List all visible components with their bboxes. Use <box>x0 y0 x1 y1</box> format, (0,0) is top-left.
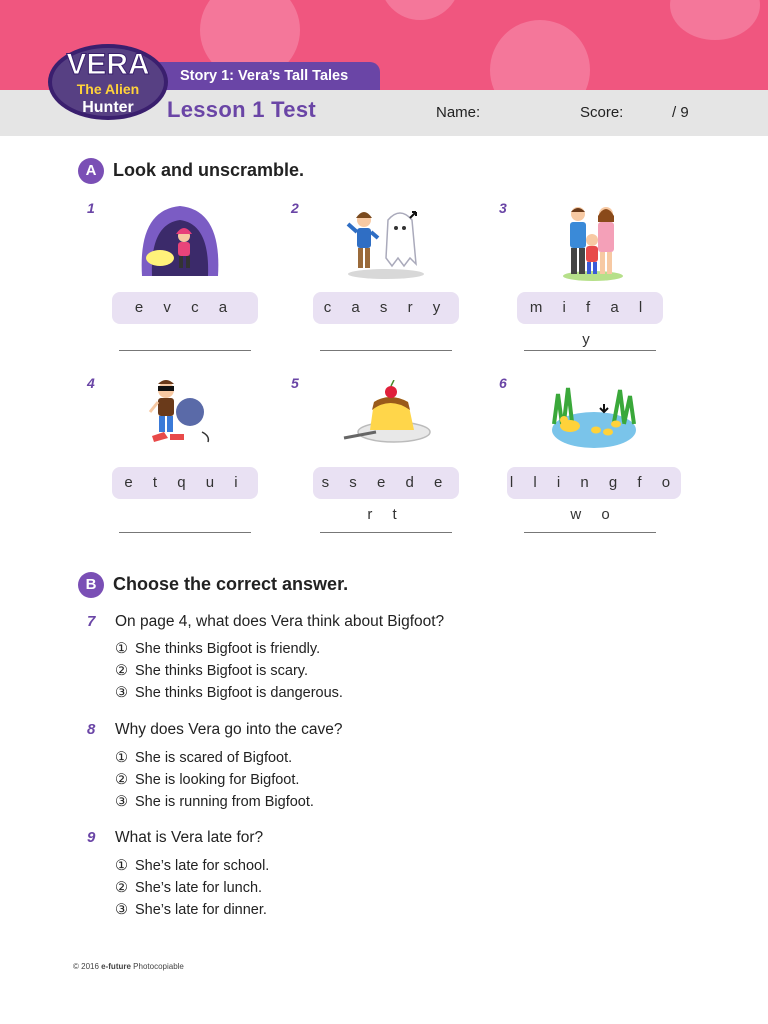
option-marker: ① <box>115 750 128 766</box>
question-number: 7 <box>87 613 96 630</box>
option-text: She’s late for dinner. <box>135 902 267 918</box>
scrambled-word: l l i n g f o w o <box>507 467 681 499</box>
answer-option[interactable] <box>115 663 308 679</box>
footer <box>73 962 184 971</box>
answer-blank[interactable] <box>524 350 656 351</box>
option-marker: ③ <box>115 685 128 701</box>
option-text: She is looking for Bigfoot. <box>135 772 300 788</box>
question-text: On page 4, what does Vera think about Bigfoot? <box>115 613 445 630</box>
logo-text: The Alien <box>76 81 140 97</box>
scrambled-word: e t q u i <box>112 467 258 499</box>
story-tab: Story 1: Vera’s Tall Tales <box>150 62 380 90</box>
footer-copyright: © 2016 <box>73 962 99 971</box>
footer-brand: e-future <box>101 962 131 971</box>
option-marker: ① <box>115 858 128 874</box>
answer-blank[interactable] <box>119 532 251 533</box>
logo-text: VERA <box>66 48 150 81</box>
section-b-badge: B <box>78 572 104 598</box>
name-label: Name: <box>436 104 481 121</box>
item-number: 3 <box>499 200 507 216</box>
option-marker: ① <box>115 641 128 657</box>
answer-option[interactable] <box>115 858 269 874</box>
score-label: Score: <box>580 104 624 121</box>
pudding-icon <box>342 380 432 450</box>
item-number: 6 <box>499 375 507 391</box>
option-text: She’s late for lunch. <box>135 880 263 896</box>
lesson-title: Lesson 1 Test <box>167 97 316 122</box>
item-number: 4 <box>87 375 95 391</box>
answer-blank[interactable] <box>320 350 452 351</box>
answer-option[interactable] <box>115 750 292 766</box>
scrambled-word: c a s r y <box>313 292 459 324</box>
option-text: She thinks Bigfoot is friendly. <box>135 641 321 657</box>
question-text: What is Vera late for? <box>115 829 264 846</box>
scrambled-word: e v c a <box>112 292 258 324</box>
logo-text: Hunter <box>82 99 134 116</box>
option-marker: ② <box>115 880 128 896</box>
answer-option[interactable] <box>115 880 262 896</box>
scrambled-word: s s e d e r t <box>313 467 459 499</box>
answer-option[interactable] <box>115 772 299 788</box>
vera-logo <box>44 34 172 130</box>
option-text: She thinks Bigfoot is dangerous. <box>135 685 343 701</box>
question-text: Why does Vera go into the cave? <box>115 721 343 738</box>
answer-option[interactable] <box>115 902 267 918</box>
section-b-title: Choose the correct answer. <box>113 574 349 594</box>
item-number: 5 <box>291 375 299 391</box>
option-text: She is running from Bigfoot. <box>135 794 314 810</box>
option-marker: ③ <box>115 902 128 918</box>
section-a-title: Look and unscramble. <box>113 160 305 180</box>
footer-note: Photocopiable <box>133 962 184 971</box>
ghost-scare-icon <box>344 204 428 282</box>
option-marker: ③ <box>115 794 128 810</box>
decor-circle <box>670 0 760 40</box>
option-marker: ② <box>115 772 128 788</box>
option-text: She thinks Bigfoot is scary. <box>135 663 309 679</box>
answer-blank[interactable] <box>320 532 452 533</box>
answer-blank[interactable] <box>524 532 656 533</box>
ducks-pond-icon <box>550 380 638 450</box>
family-icon <box>560 202 626 282</box>
decor-circle <box>380 0 460 20</box>
option-text: She’s late for school. <box>135 858 270 874</box>
section-a-badge: A <box>78 158 104 184</box>
decor-circle <box>490 20 590 90</box>
item-number: 2 <box>291 200 299 216</box>
answer-blank[interactable] <box>119 350 251 351</box>
score-total: / 9 <box>672 104 689 121</box>
question-number: 9 <box>87 829 96 846</box>
answer-option[interactable] <box>115 685 343 701</box>
option-marker: ② <box>115 663 128 679</box>
answer-option[interactable] <box>115 794 314 810</box>
question-number: 8 <box>87 721 96 738</box>
cave-icon <box>138 200 222 280</box>
option-text: She is scared of Bigfoot. <box>135 750 293 766</box>
item-number: 1 <box>87 200 95 216</box>
thief-icon <box>144 376 216 446</box>
answer-option[interactable] <box>115 641 320 657</box>
scrambled-word: m i f a l y <box>517 292 663 324</box>
